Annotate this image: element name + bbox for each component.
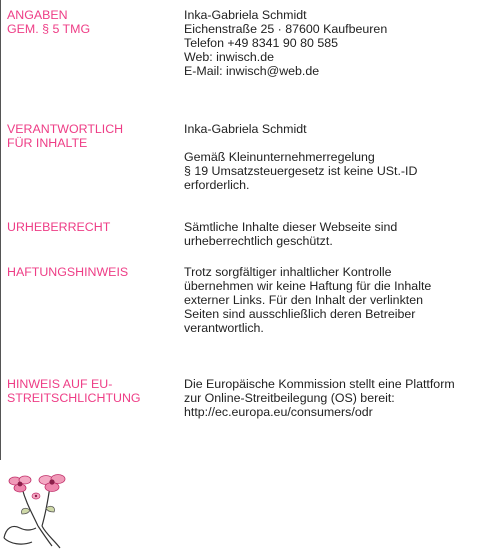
label-line: STREITSCHLICHTUNG	[7, 391, 141, 405]
section-label	[7, 8, 172, 36]
section-content	[184, 220, 500, 248]
content-line: verantwortlich.	[184, 321, 264, 335]
content-line: Telefon +49 8341 90 80 585	[184, 36, 338, 50]
spacer	[184, 136, 500, 150]
content-line: Die Europäische Kommission stellt eine Plattform	[184, 377, 455, 391]
content-line: Inka-Gabriela Schmidt	[184, 122, 307, 136]
label-line: ANGABEN	[7, 8, 68, 22]
content-line: urheberrechtlich geschützt.	[184, 234, 333, 248]
label-line: HINWEIS AUF EU-	[7, 377, 113, 391]
content-line: zur Online-Streitbeilegung (OS) bereit:	[184, 391, 395, 405]
content-line: externer Links. Für den Inhalt der verlinkten	[184, 293, 423, 307]
section-label	[7, 265, 172, 279]
section-label	[7, 220, 172, 234]
email-link[interactable]: E-Mail: inwisch@web.de	[184, 64, 320, 78]
label-line: HAFTUNGSHINWEIS	[7, 265, 129, 279]
odr-link[interactable]: http://ec.europa.eu/consumers/odr	[184, 405, 373, 419]
section-content	[184, 377, 500, 419]
content-line: Inka-Gabriela Schmidt	[184, 8, 307, 22]
website-link[interactable]: Web: inwisch.de	[184, 50, 274, 64]
content-line: erforderlich.	[184, 178, 250, 192]
label-line: URHEBERRECHT	[7, 220, 111, 234]
section-label	[7, 377, 172, 405]
content-line: Eichenstraße 25 · 87600 Kaufbeuren	[184, 22, 388, 36]
label-line: VERANTWORTLICH	[7, 122, 124, 136]
section-content	[184, 122, 500, 192]
label-line: GEM. § 5 TMG	[7, 22, 91, 36]
content-line: Seiten sind ausschließlich deren Betreiber	[184, 307, 416, 321]
content-line: Gemäß Kleinunternehmerregelung	[184, 150, 375, 164]
content-line: übernehmen wir keine Haftung für die Inhalte	[184, 279, 432, 293]
content-line: Sämtliche Inhalte dieser Webseite sind	[184, 220, 398, 234]
section-label	[7, 122, 172, 150]
label-line: FÜR INHALTE	[7, 136, 88, 150]
flower-drawing-icon	[2, 468, 122, 550]
section-content	[184, 265, 500, 335]
left-border-line	[0, 0, 1, 460]
content-line: Trotz sorgfältiger inhaltlicher Kontrolle	[184, 265, 392, 279]
section-content	[184, 8, 500, 78]
content-line: § 19 Umsatzsteuergesetz ist keine USt.-ID	[184, 164, 418, 178]
